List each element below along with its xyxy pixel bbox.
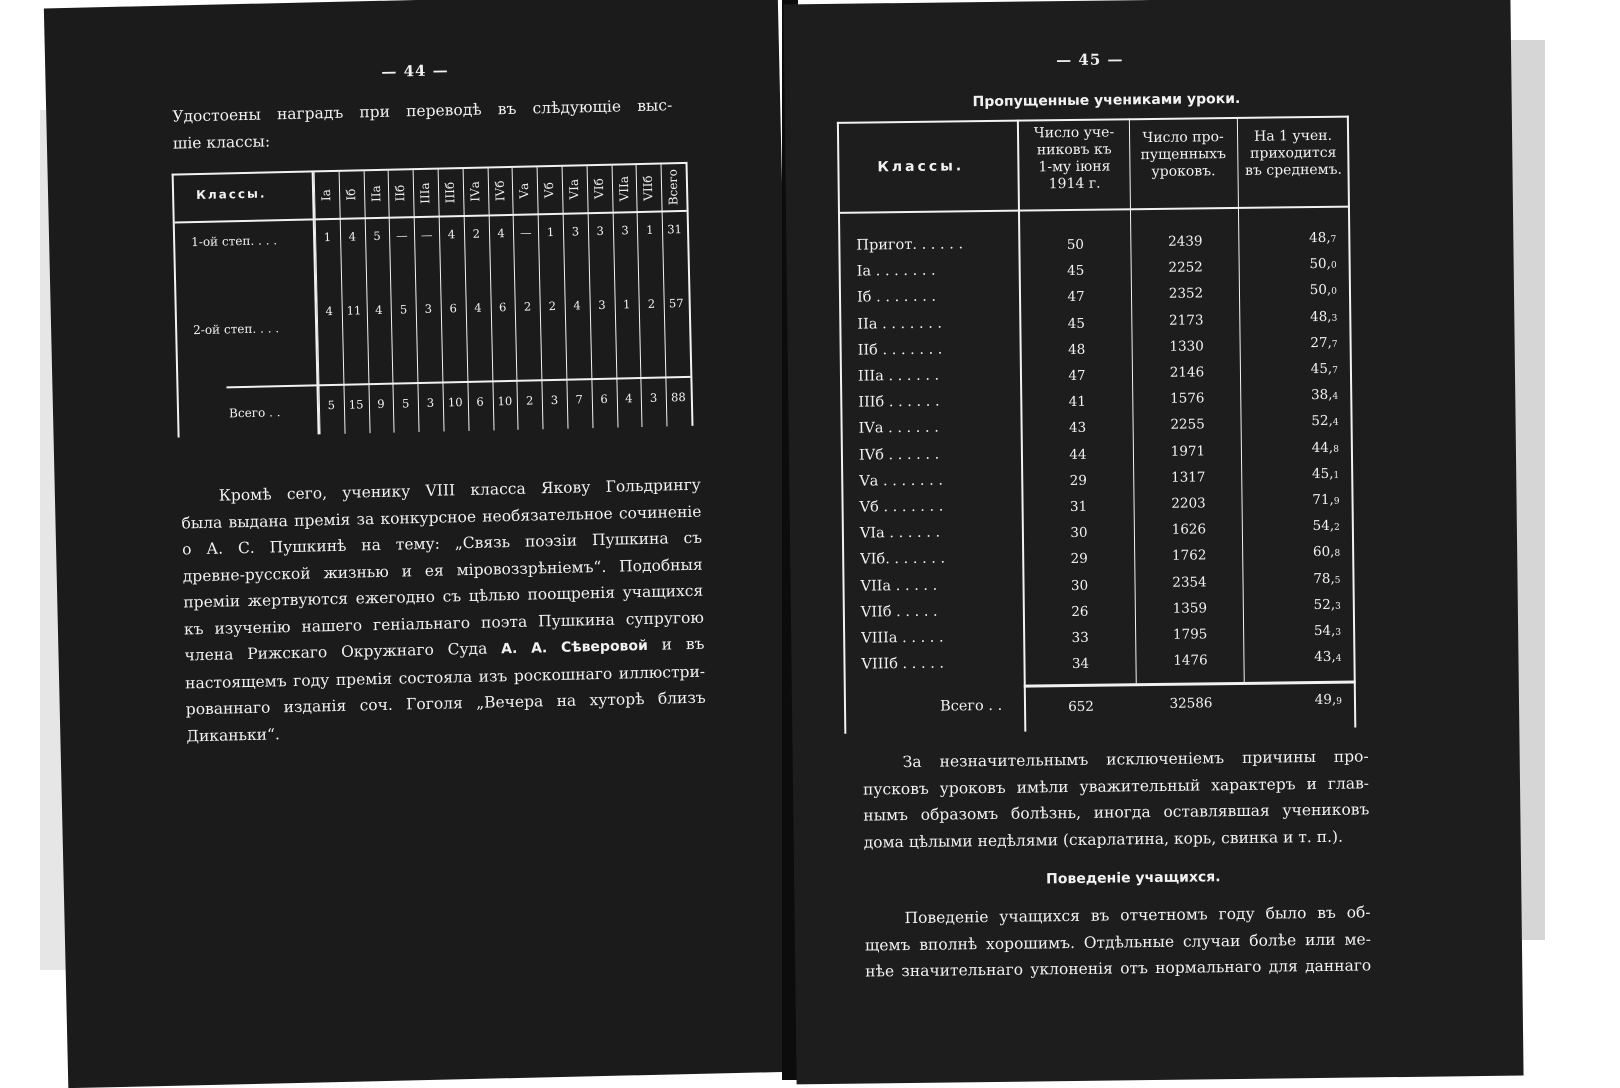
average-per-student	[1259, 439, 1339, 456]
table-cell: 1	[323, 230, 332, 245]
table-rule	[1024, 681, 1356, 688]
students-count: 47	[1067, 289, 1085, 306]
total-label: Всего . .	[939, 697, 1003, 715]
paragraph-line: нѣе значительнаго уклоненія отъ нормальнаго для даннаго	[865, 956, 1372, 981]
intro-line: шіе классы:	[172, 131, 271, 153]
table-cell: 2	[647, 296, 656, 311]
average-per-student	[1257, 282, 1337, 299]
header-line: уроковъ.	[1151, 163, 1216, 180]
paragraph-line: преміи жертвуются ежегодно съ цѣлью поощренія учащихся	[183, 581, 704, 612]
average-decimal: 8	[1333, 444, 1339, 455]
table-cell: 6	[476, 394, 484, 409]
class-label: VIб. . . . . . .	[860, 550, 946, 568]
paragraph-line: За незначительнымъ исключеніемъ причины про-	[902, 747, 1369, 772]
table-cell: 10	[447, 395, 463, 410]
prize-paragraph	[181, 472, 707, 750]
average-value: 44,	[1311, 439, 1334, 456]
class-label: IIа . . . . . . .	[857, 315, 943, 333]
missed-count: 1971	[1170, 442, 1206, 460]
page-number-left: — 44 —	[381, 61, 449, 81]
missed-count: 1476	[1173, 652, 1208, 669]
header-line: На 1 учен.	[1254, 127, 1333, 145]
table-cell: 3	[621, 223, 629, 238]
missed-count: 2252	[1168, 259, 1203, 276]
students-count: 45	[1067, 315, 1086, 332]
class-label: IIIб . . . . . .	[858, 393, 940, 411]
missed-count: 2173	[1169, 311, 1204, 329]
class-label: IIб . . . . . . .	[857, 341, 943, 359]
average-per-student	[1260, 518, 1340, 535]
students-count: 30	[1070, 577, 1089, 594]
header-line: пущенныхъ	[1140, 146, 1227, 164]
students-count: 43	[1068, 420, 1087, 437]
row-label: 1-ой степ. . . .	[191, 233, 278, 250]
column-header: VIIа	[616, 175, 631, 202]
class-label: Iа . . . . . . .	[856, 262, 936, 280]
intro-text	[172, 92, 673, 156]
paragraph-line: нымъ образомъ болѣзнь, иногда оставлявшая учениковъ	[863, 800, 1370, 825]
column-header: VIб	[591, 178, 607, 200]
table-cell: 5	[327, 397, 336, 413]
table-cell: 3	[571, 224, 580, 239]
missed-count: 1359	[1172, 600, 1208, 617]
paragraph-line: пусковъ уроковъ имѣли уважительный характеръ и глав-	[862, 773, 1370, 799]
table-cell: 11	[346, 303, 362, 318]
average-value: 43,	[1314, 648, 1336, 666]
table-cell: 6	[600, 391, 608, 406]
average-per-student	[1258, 361, 1338, 378]
average-decimal: 2	[1334, 522, 1340, 533]
column-header: IIа	[368, 185, 383, 203]
class-label: VIIIб . . . . .	[861, 655, 945, 673]
intro-line: Удостоены наградъ при переводѣ въ слѣдующіе выс-	[172, 96, 673, 126]
table-cell: 6	[449, 301, 457, 316]
average-decimal: 4	[1332, 418, 1339, 429]
average-per-student	[1257, 256, 1337, 273]
average-decimal: 8	[1334, 549, 1341, 560]
average-per-student	[1259, 492, 1339, 509]
average-decimal: 0	[1331, 287, 1338, 298]
header-line: 1-му іюня	[1038, 158, 1111, 176]
average-decimal: 1	[1333, 470, 1340, 481]
column-header: Всего	[665, 168, 681, 206]
table-rule	[838, 206, 1350, 214]
table-cell: 15	[348, 397, 364, 412]
table-cell: 57	[668, 296, 684, 311]
average-value: 38,	[1310, 386, 1333, 404]
table-title: Пропущенные учениками уроки.	[972, 90, 1241, 111]
header-line: въ среднемъ.	[1244, 161, 1342, 179]
total-average	[1262, 692, 1342, 709]
table-cell: 2	[523, 299, 532, 314]
average-decimal: 3	[1335, 601, 1341, 612]
missed-count: 2439	[1168, 233, 1203, 250]
average-value: 54,	[1313, 622, 1336, 640]
average-value: 45,	[1311, 465, 1334, 482]
column-header: Iб	[343, 188, 359, 201]
paragraph-line: дома цѣлыми недѣлями (скарлатина, корь, свинка и т. п.).	[863, 827, 1344, 852]
table-rule	[175, 210, 687, 224]
column-header: IVб	[492, 180, 507, 202]
table-rule	[837, 116, 1349, 124]
table-rule	[226, 376, 690, 389]
class-label: Iб . . . . . . .	[856, 289, 937, 306]
table-cell: 4	[374, 302, 383, 318]
column-header: VIа	[566, 179, 582, 200]
total-missed: 32586	[1169, 695, 1213, 712]
students-count: 30	[1070, 524, 1088, 542]
missed-lessons-table	[837, 116, 1356, 734]
missed-count: 1626	[1171, 521, 1207, 538]
header-average	[1239, 128, 1348, 180]
table-cell: —	[420, 227, 433, 242]
table-cell: 3	[649, 390, 658, 405]
table-cell: 4	[348, 229, 357, 244]
average-decimal: 7	[1330, 234, 1337, 245]
students-count: 45	[1067, 263, 1085, 280]
table-cell: 4	[497, 226, 505, 241]
table-rule	[1347, 116, 1356, 728]
average-decimal: 3	[1331, 313, 1338, 324]
missed-count: 1762	[1171, 547, 1207, 565]
average-value: 52,	[1313, 596, 1336, 613]
paragraph-line: о А. С. Пушкинѣ на тему: „Связь поэзіи Пушкина съ	[181, 528, 703, 559]
table-cell: —	[395, 228, 408, 243]
column-header: IIIб	[442, 181, 458, 204]
column-header: Vб	[542, 181, 557, 199]
class-label: Пригот. . . . . .	[856, 236, 964, 254]
missed-count: 2255	[1170, 416, 1205, 434]
column-header: IIб	[393, 184, 408, 202]
class-label: VIа . . . . . .	[859, 524, 941, 542]
table-cell: 4	[447, 227, 456, 242]
average-value: 52,	[1311, 413, 1333, 430]
missed-count: 2352	[1168, 285, 1204, 303]
average-per-student	[1261, 649, 1341, 666]
paragraph-line: щемъ вполнѣ хорошимъ. Отдѣльные случаи болѣе или ме-	[864, 929, 1371, 955]
header-students	[1021, 124, 1128, 193]
column-header: IIIа	[418, 182, 433, 204]
students-count: 48	[1067, 341, 1086, 358]
students-count: 50	[1066, 236, 1085, 254]
header-line: никовъ къ	[1036, 141, 1112, 159]
table-cell: 2	[525, 393, 534, 408]
class-label: Vа . . . . . . .	[859, 472, 944, 490]
missed-count: 2203	[1171, 495, 1206, 512]
header-line: Число про-	[1142, 129, 1224, 147]
row-label: Всего . .	[228, 405, 281, 421]
average-per-student	[1258, 387, 1338, 404]
table-cell: 10	[497, 393, 513, 409]
table-cell: 5	[399, 302, 408, 317]
paragraph-line: къ изученію нашего геніальнаго поэта Пушкина супругою	[183, 608, 705, 638]
average-value: 48,	[1309, 308, 1332, 325]
students-count: 29	[1069, 472, 1087, 489]
average-decimal: 4	[1332, 391, 1339, 402]
table-cell: 4	[625, 391, 633, 406]
average-value: 45,	[1310, 360, 1333, 378]
class-label: IVб . . . . . .	[858, 446, 940, 464]
average-decimal: 9	[1333, 496, 1340, 507]
average-decimal: 3	[1335, 627, 1342, 638]
average-decimal: 7	[1332, 365, 1339, 376]
table-cell: 88	[670, 390, 686, 405]
table-cell: 3	[424, 301, 433, 316]
header-line: приходится	[1250, 144, 1337, 162]
class-label: Vб . . . . . . .	[859, 498, 944, 516]
row-label: 2-ой степ. . . .	[193, 321, 280, 338]
total-students: 652	[1068, 698, 1095, 716]
average-per-student	[1261, 597, 1341, 614]
table-cell: 1	[622, 297, 631, 312]
average-value: 50,	[1309, 282, 1332, 299]
average-per-student	[1258, 413, 1338, 430]
paragraph-line: Поведеніе учащихся въ отчетномъ году было въ об-	[904, 903, 1371, 928]
paragraph-text: члена Рижскаго Окружнаго Суда	[184, 639, 502, 665]
table-cell: 5	[373, 228, 381, 244]
average-decimal: 9	[1336, 696, 1343, 707]
table-cell: 3	[426, 395, 435, 410]
class-label: VIIб . . . . .	[860, 603, 938, 621]
donor-name: А. А. Сѣверовой	[501, 637, 649, 658]
class-label: IVа . . . . . .	[858, 420, 939, 437]
average-value: 78,	[1313, 570, 1335, 587]
table-corner-label: Классы.	[195, 186, 267, 203]
column-header: Iа	[319, 188, 334, 202]
average-decimal: 5	[1334, 575, 1341, 586]
table-cell: 2	[548, 298, 557, 314]
column-header: IVа	[467, 181, 483, 203]
paragraph-text: и въ	[647, 634, 705, 654]
table-cell: 3	[550, 392, 559, 408]
students-count: 44	[1069, 446, 1087, 463]
right-page	[783, 0, 1523, 1084]
table-cell: —	[519, 225, 532, 240]
table-cell: 5	[401, 396, 410, 411]
header-classes: Классы.	[877, 158, 965, 176]
students-count: 34	[1071, 655, 1090, 673]
average-per-student	[1259, 466, 1339, 483]
paragraph-line: Кромѣ сего, ученику VIII класса Якову Гольдрингу	[218, 475, 702, 505]
table-cell: 1	[546, 224, 555, 240]
average-value: 27,	[1310, 334, 1332, 351]
average-decimal: 0	[1330, 260, 1337, 271]
paragraph-line: настоящемъ году премія состояла изъ роскошнаго иллюстри-	[184, 662, 706, 692]
absence-paragraph	[863, 743, 1370, 855]
table-rule	[1129, 118, 1137, 683]
section-title: Поведеніе учащихся.	[1046, 869, 1221, 888]
header-line: Число уче-	[1033, 124, 1115, 142]
average-value: 49,	[1314, 691, 1337, 709]
average-value: 54,	[1312, 517, 1335, 535]
average-per-student	[1257, 308, 1337, 325]
awards-table	[172, 162, 694, 438]
average-value: 50,	[1309, 256, 1332, 273]
class-label: IIIа . . . . . .	[857, 367, 940, 385]
average-decimal: 4	[1335, 653, 1342, 664]
missed-count: 1330	[1169, 338, 1204, 355]
average-per-student	[1261, 623, 1341, 640]
students-count: 47	[1068, 367, 1086, 385]
paragraph-line: была выдана премія за конкурсное необязательное сочиненіе	[181, 502, 702, 532]
table-cell: 2	[472, 226, 481, 241]
table-cell: 4	[325, 303, 334, 319]
average-per-student	[1260, 544, 1340, 561]
paragraph-line: древне-русской жизнью и ея міровоззрѣніемъ“. Подобныя	[182, 555, 703, 585]
table-cell: 1	[645, 222, 654, 237]
table-cell: 9	[377, 396, 385, 412]
missed-count: 2146	[1169, 364, 1205, 381]
students-count: 29	[1070, 551, 1088, 568]
table-cell: 31	[667, 222, 683, 237]
missed-count: 1795	[1172, 626, 1208, 643]
average-value: 60,	[1312, 544, 1335, 561]
paragraph-line: Диканьки“.	[186, 724, 281, 745]
students-count: 26	[1071, 603, 1089, 620]
class-label: VIIа . . . . .	[860, 577, 938, 595]
table-cell: 3	[596, 223, 605, 238]
paragraph-line: рованнаго изданія соч. Гоголя „Вечера на хуторѣ близъ	[185, 688, 706, 719]
table-cell: 7	[575, 392, 584, 407]
left-page	[44, 0, 802, 1088]
table-cell: 3	[598, 297, 606, 312]
table-cell: 4	[474, 300, 482, 315]
missed-count: 1576	[1169, 390, 1205, 407]
missed-count: 2354	[1172, 573, 1207, 591]
header-missed	[1131, 129, 1236, 181]
average-per-student	[1256, 230, 1336, 247]
students-count: 33	[1071, 629, 1089, 647]
conduct-paragraph	[864, 899, 1371, 985]
column-header: VIIб	[641, 174, 656, 201]
missed-count: 1317	[1170, 469, 1206, 486]
table-cell: 4	[573, 298, 581, 313]
average-value: 48,	[1309, 229, 1331, 247]
header-line: 1914 г.	[1048, 175, 1101, 193]
students-count: 31	[1069, 498, 1088, 516]
class-label: VIIIа . . . . .	[861, 629, 944, 647]
average-decimal: 7	[1331, 339, 1338, 350]
students-count: 41	[1068, 394, 1087, 411]
page-number-right: — 45 —	[1056, 50, 1124, 70]
average-per-student	[1258, 335, 1338, 352]
average-per-student	[1260, 570, 1340, 587]
table-cell: 6	[498, 300, 507, 315]
table-rule	[1237, 117, 1245, 682]
average-value: 71,	[1312, 491, 1334, 509]
column-header: Vа	[517, 182, 532, 199]
